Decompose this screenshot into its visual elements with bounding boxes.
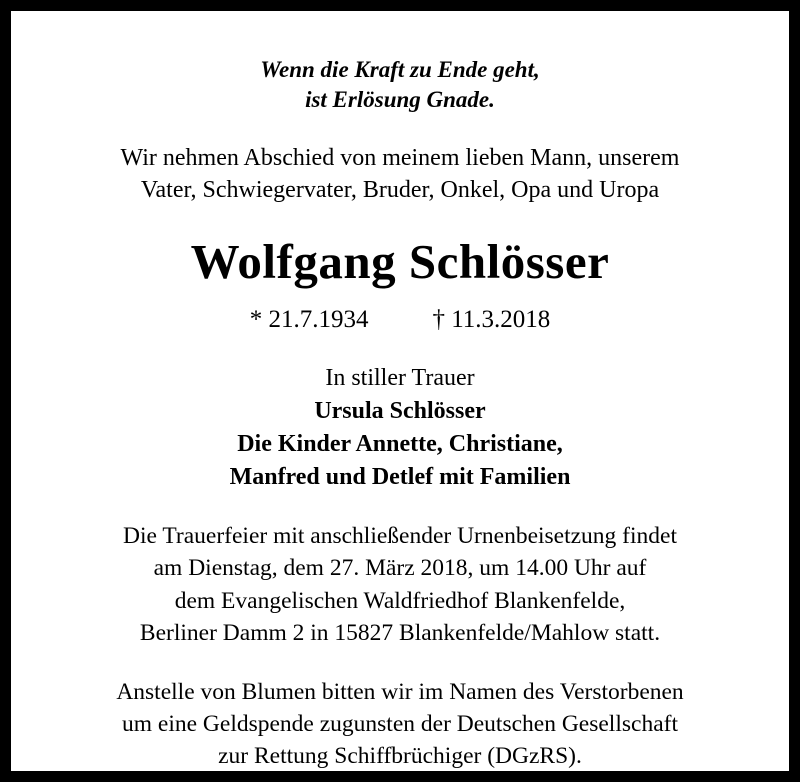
epitaph-line-1: Wenn die Kraft zu Ende geht, bbox=[260, 57, 540, 82]
ceremony-line-2: am Dienstag, dem 27. März 2018, um 14.00 Uhr auf bbox=[153, 555, 647, 582]
birth-date: * 21.7.1934 bbox=[249, 305, 369, 333]
ceremony-line-3: dem Evangelischen Waldfriedhof Blankenfelde, bbox=[174, 587, 626, 614]
deceased-name: Wolfgang Schlösser bbox=[190, 233, 610, 289]
donation-line-1: Anstelle von Blumen bitten wir im Namen des Verstorbenen bbox=[116, 678, 684, 705]
mourning-lead: In stiller Trauer bbox=[325, 364, 475, 391]
donation-line-2: um eine Geldspende zugunsten der Deutschen Gesellschaft bbox=[122, 711, 678, 738]
mourning-block bbox=[230, 362, 571, 494]
intro-line-2: Vater, Schwiegervater, Bruder, Onkel, Opa und Uropa bbox=[140, 177, 660, 204]
intro-line-1: Wir nehmen Abschied von meinem lieben Mann, unserem bbox=[120, 144, 680, 171]
ceremony-line-4: Berliner Damm 2 in 15827 Blankenfelde/Mahlow statt. bbox=[139, 620, 661, 647]
ceremony-details bbox=[123, 520, 677, 650]
epitaph bbox=[260, 55, 539, 116]
life-dates bbox=[250, 306, 551, 334]
epitaph-line-2: ist Erlösung Gnade. bbox=[305, 87, 495, 113]
intro-text bbox=[121, 142, 680, 207]
mourning-family-line-1: Ursula Schlösser bbox=[314, 397, 486, 424]
donation-line-3: zur Rettung Schiffbrüchiger (DGzRS). bbox=[218, 743, 582, 770]
donation-request bbox=[116, 676, 683, 773]
mourning-family-line-3: Manfred und Detlef mit Familien bbox=[229, 463, 571, 490]
mourning-family-line-2: Die Kinder Annette, Christiane, bbox=[237, 430, 563, 457]
death-date: † 11.3.2018 bbox=[432, 305, 551, 333]
ceremony-line-1: Die Trauerfeier mit anschließender Urnenbeisetzung findet bbox=[122, 522, 678, 549]
